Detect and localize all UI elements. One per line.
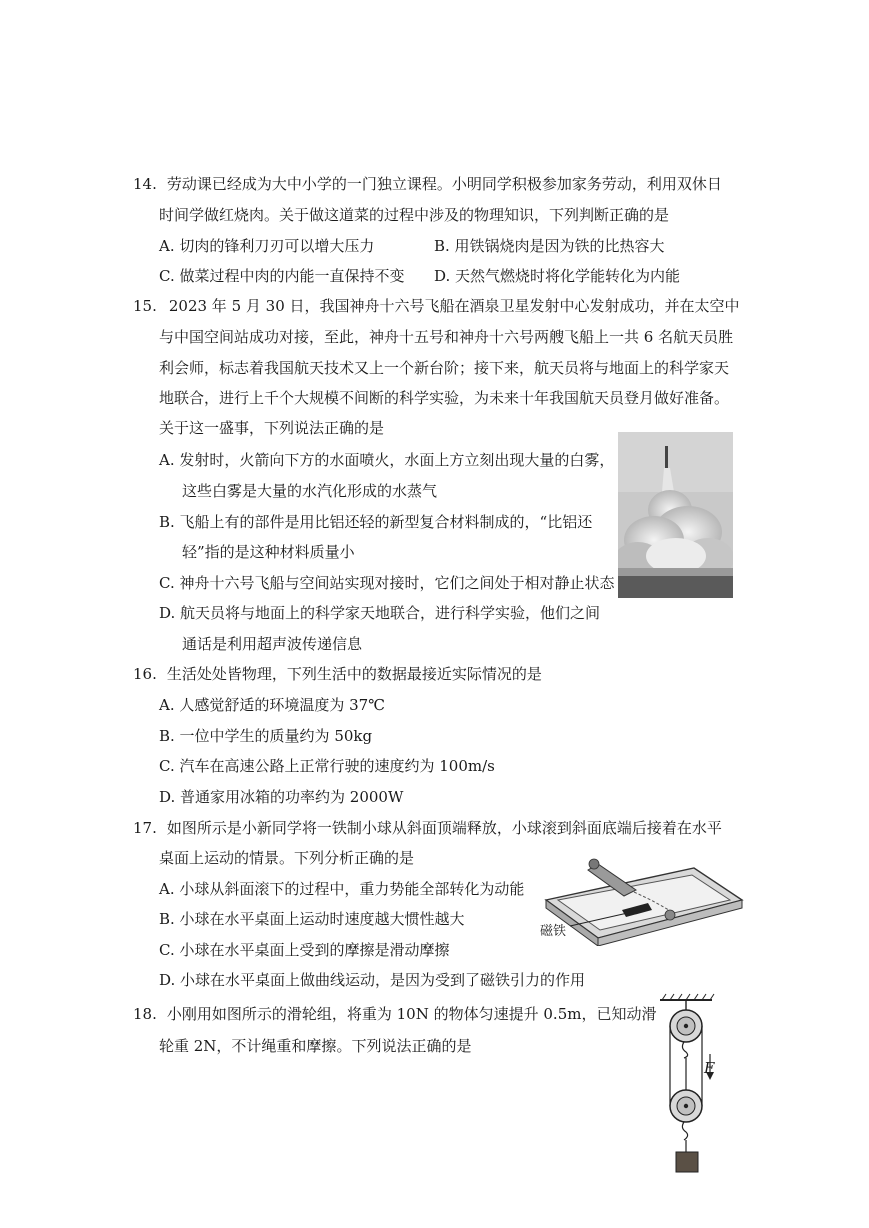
magnet-label: 磁铁	[540, 924, 567, 939]
pulley-system-figure	[650, 992, 730, 1176]
q17-option-d: D. 小球在水平桌面上做曲线运动，是因为受到了磁铁引力的作用	[159, 971, 586, 989]
ball-table-magnet-figure	[536, 850, 746, 946]
q17-option-c: C. 小球在水平桌面上受到的摩擦是滑动摩擦	[159, 941, 450, 959]
q14-option-b: B. 用铁锅烧肉是因为铁的比热容大	[434, 237, 665, 255]
q15-option-a-line-2: 这些白雾是大量的水汽化形成的水蒸气	[182, 482, 438, 500]
q15-stem-line-2: 与中国空间站成功对接，至此，神舟十五号和神舟十六号两艘飞船上一共 6 名航天员胜	[159, 328, 734, 346]
q17-option-b: B. 小球在水平桌面上运动时速度越大惯性越大	[159, 910, 465, 928]
q14-option-c: C. 做菜过程中肉的内能一直保持不变	[159, 267, 405, 285]
force-label-f: F	[704, 1059, 715, 1077]
q14-option-a: A. 切肉的锋利刀刃可以增大压力	[159, 237, 375, 255]
q15-stem-line-3: 利会师，标志着我国航天技术又上一个新台阶；接下来，航天员将与地面上的科学家天	[159, 359, 730, 377]
q15-stem-line-1: 15. 2023 年 5 月 30 日，我国神舟十六号飞船在酒泉卫星发射中心发射成功，并在太空中	[133, 297, 740, 315]
q17-option-a: A. 小球从斜面滚下的过程中，重力势能全部转化为动能	[159, 880, 525, 898]
q18-stem-line-2: 轮重 2N，不计绳重和摩擦。下列说法正确的是	[159, 1037, 472, 1055]
rocket-launch-photo	[618, 432, 733, 598]
q15-option-c: C. 神舟十六号飞船与空间站实现对接时，它们之间处于相对静止状态	[159, 574, 615, 592]
q15-option-a-line-1: A. 发射时，火箭向下方的水面喷火，水面上方立刻出现大量的白雾，	[159, 451, 615, 469]
q15-option-b-line-2: 轻”指的是这种材料质量小	[182, 543, 355, 561]
q14-stem-line-2: 时间学做红烧肉。关于做这道菜的过程中涉及的物理知识，下列判断正确的是	[159, 206, 670, 224]
q16-option-c: C. 汽车在高速公路上正常行驶的速度约为 100m/s	[159, 757, 495, 775]
q16-option-a: A. 人感觉舒适的环境温度为 37℃	[159, 696, 386, 714]
q15-option-b-line-1: B. 飞船上有的部件是用比铝还轻的新型复合材料制成的，“比铝还	[159, 513, 593, 531]
q14-stem-line-1: 14. 劳动课已经成为大中小学的一门独立课程。小明同学积极参加家务劳动，利用双休日	[133, 175, 722, 193]
q15-option-d-line-2: 通话是利用超声波传递信息	[182, 635, 363, 653]
q16-option-b: B. 一位中学生的质量约为 50kg	[159, 727, 373, 745]
q15-option-d-line-1: D. 航天员将与地面上的科学家天地联合，进行科学实验，他们之间	[159, 604, 601, 622]
q15-stem-line-4: 地联合，进行上千个大规模不间断的科学实验，为未来十年我国航天员登月做好准备。	[159, 389, 730, 407]
q14-option-d: D. 天然气燃烧时将化学能转化为内能	[434, 267, 681, 285]
q18-stem-line-1: 18. 小刚用如图所示的滑轮组，将重为 10N 的物体匀速提升 0.5m，已知动滑	[133, 1005, 657, 1023]
q16-stem: 16. 生活处处皆物理，下列生活中的数据最接近实际情况的是	[133, 665, 542, 683]
q15-stem-line-5: 关于这一盛事，下列说法正确的是	[159, 419, 385, 437]
q17-stem-line-2: 桌面上运动的情景。下列分析正确的是	[159, 849, 415, 867]
q16-option-d: D. 普通家用冰箱的功率约为 2000W	[159, 788, 404, 806]
q17-stem-line-1: 17. 如图所示是小新同学将一铁制小球从斜面顶端释放，小球滚到斜面底端后接着在水平	[133, 819, 722, 837]
